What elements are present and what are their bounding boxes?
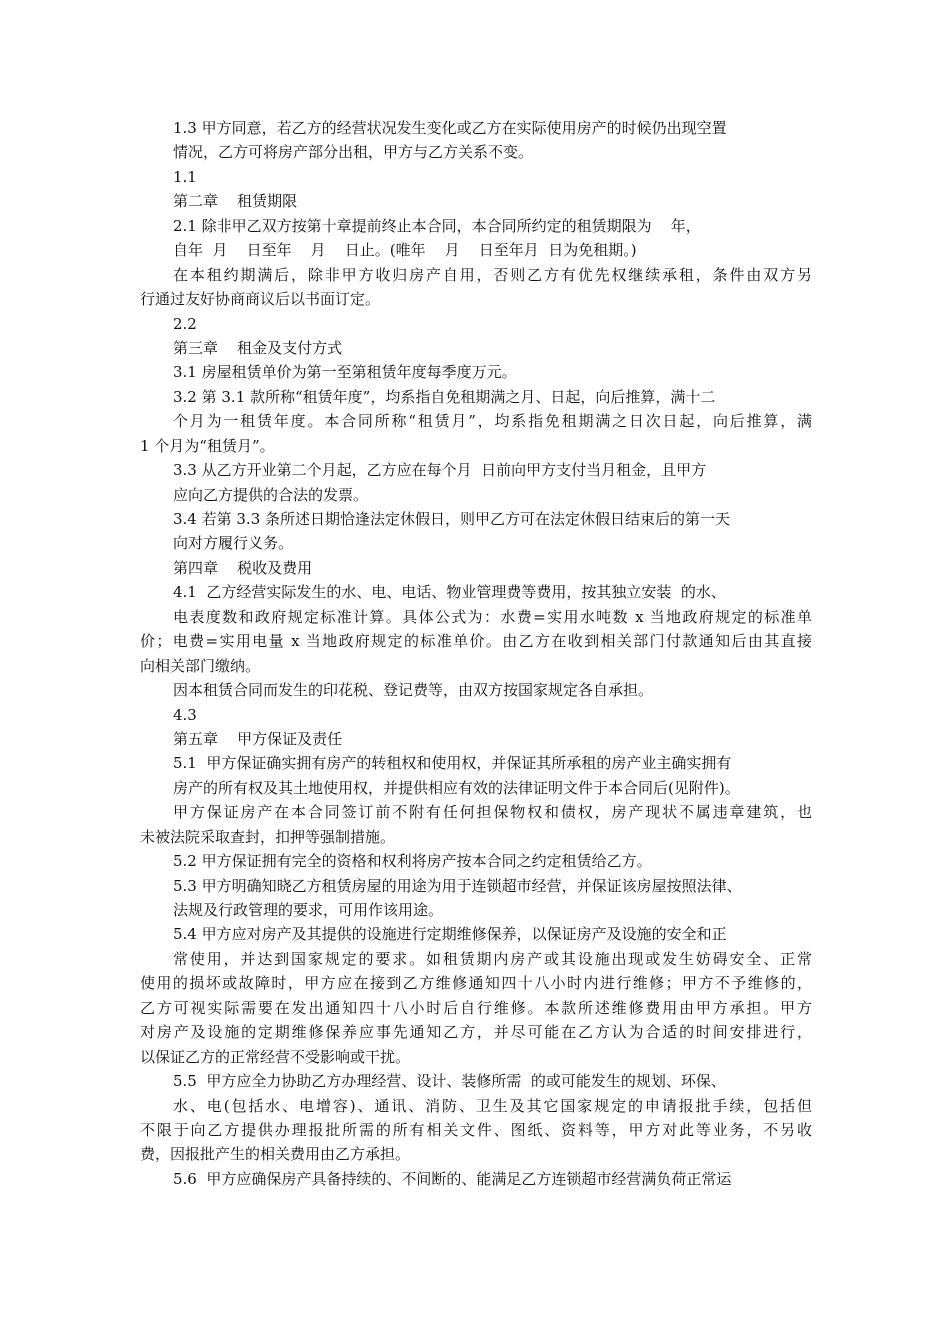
text-line: 应向乙方提供的合法的发票。	[173, 485, 369, 504]
text-line: 5.2 甲方保证拥有完全的资格和权利将房产按本合同之约定租赁给乙方。	[173, 852, 652, 871]
text-line: 在本租约期满后，除非甲方收归房产自用，否则乙方有优先权继续承租，条件由双方另	[173, 265, 812, 284]
text-line: 电表度数和政府规定标准计算。具体公式为：水费=实用水吨数 x 当地政府规定的标准单	[173, 607, 812, 626]
text-line: 房产的所有权及其土地使用权，并提供相应有效的法律证明文件于本合同后(见附件)。	[173, 778, 740, 797]
text-line: 1.1	[173, 167, 197, 186]
text-line: 使用的损坏或故障时，甲方应在接到乙方维修通知四十八小时内进行维修；甲方不予维修的，	[140, 974, 812, 993]
text-line: 5.1 甲方保证确实拥有房产的转租权和使用权，并保证其所承租的房产业主确实拥有	[173, 754, 732, 773]
text-line: 第五章 甲方保证及责任	[173, 729, 343, 748]
text-line: 个月为一租赁年度。本合同所称“租赁月”，均系指免租期满之日次日起，向后推算，满	[173, 412, 812, 431]
text-line: 5.5 甲方应全力协助乙方办理经营、设计、装修所需 的或可能发生的规划、环保、	[173, 1072, 726, 1091]
text-line: 3.4 若第 3.3 条所述日期恰逢法定休假日，则甲乙方可在法定休假日结束后的第一天	[173, 510, 731, 528]
text-line: 自年 月 日至年 月 日止。(唯年 月 日至年月 日为免租期。)	[173, 241, 637, 260]
text-line: 对房产及设施的定期维修保养应事先通知乙方，并尽可能在乙方认为合适的时间安排进行，	[140, 1023, 812, 1042]
text-line: 甲方保证房产在本合同签订前不附有任何担保物权和债权，房产现状不属违章建筑，也	[173, 803, 812, 822]
text-line: 5.4 甲方应对房产及其提供的设施进行定期维修保养，以保证房产及设施的安全和正	[173, 925, 727, 944]
text-line: 价；电费=实用电量 x 当地政府规定的标准单价。由乙方在收到相关部门付款通知后由其直接	[140, 632, 812, 651]
text-line: 不限于向乙方提供办理报批所需的所有相关文件、图纸、资料等，甲方对此等业务，不另收	[140, 1120, 812, 1139]
text-line: 向对方履行义务。	[173, 534, 294, 553]
text-line: 水、电(包括水、电增容)、通讯、消防、卫生及其它国家规定的申请报批手续，包括但	[173, 1096, 812, 1115]
text-line: 第四章 税收及费用	[173, 558, 313, 577]
text-line: 第二章 租赁期限	[173, 192, 298, 211]
text-line: 以保证乙方的正常经营不受影响或干扰。	[140, 1047, 411, 1066]
text-line: 第三章 租金及支付方式	[173, 338, 343, 357]
text-line: 常使用，并达到国家规定的要求。如租赁期内房产或其设施出现或发生妨碍安全、正常	[173, 949, 812, 968]
text-line: 5.3 甲方明确知晓乙方租赁房屋的用途为用于连锁超市经营，并保证该房屋按照法律、	[173, 876, 742, 895]
text-line: 2.2	[173, 314, 197, 333]
text-line: 3.2 第 3.1 款所称“租赁年度”，均系指自免租期满之月、日起，向后推算，满十二	[173, 387, 716, 406]
text-line: 法规及行政管理的要求，可用作该用途。	[173, 901, 444, 919]
document-body	[140, 116, 812, 1191]
text-line: 行通过友好协商商议后以书面订定。	[140, 290, 381, 309]
text-line: 费，因报批产生的相关费用由乙方承担。	[140, 1145, 411, 1164]
text-line: 4.3	[173, 705, 197, 724]
text-line: 未被法院采取查封，扣押等强制措施。	[140, 827, 396, 846]
text-line: 3.1 房屋租赁单价为第一至第租赁年度每季度万元。	[173, 363, 517, 382]
text-line: 向相关部门缴纳。	[140, 656, 261, 675]
text-line: 5.6 甲方应确保房产具备持续的、不间断的、能满足乙方连锁超市经营满负荷正常运	[173, 1169, 732, 1188]
text-line: 因本租赁合同而发生的印花税、登记费等，由双方按国家规定各自承担。	[173, 681, 654, 700]
text-line: 4.1 乙方经营实际发生的水、电、电话、物业管理费等费用，按其独立安装 的水、	[173, 583, 726, 602]
text-line: 3.3 从乙方开业第二个月起，乙方应在每个月 日前向甲方支付当月租金，且甲方	[173, 461, 707, 480]
text-line: 乙方可视实际需要在发出通知四十八小时后自行维修。本款所述维修费用由甲方承担。甲方	[140, 998, 812, 1017]
text-line: 2.1 除非甲乙双方按第十章提前终止本合同，本合同所约定的租赁期限为 年，	[173, 216, 701, 235]
text-line: 1 个月为“租赁月”。	[140, 436, 275, 455]
text-line: 1.3 甲方同意，若乙方的经营状况发生变化或乙方在实际使用房产的时候仍出现空置	[173, 119, 727, 137]
text-line: 情况，乙方可将房产部分出租，甲方与乙方关系不变。	[173, 143, 534, 162]
